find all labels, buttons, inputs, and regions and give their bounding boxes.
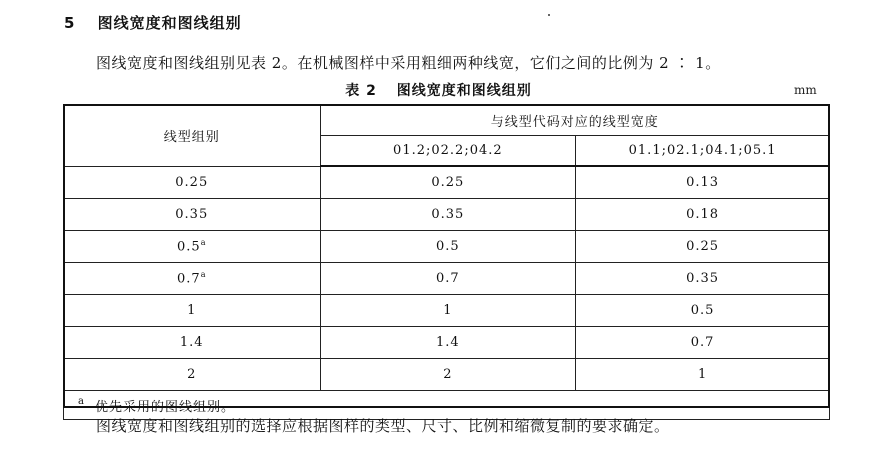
line-width-table bbox=[63, 104, 830, 420]
cell-thick-width: 2 bbox=[320, 359, 576, 391]
table-row bbox=[64, 263, 830, 295]
closing-paragraph: 图线宽度和图线组别的选择应根据图样的类型、尺寸、比例和缩微复制的要求确定。 bbox=[96, 417, 670, 435]
table-row bbox=[64, 327, 830, 359]
col-header-group: 线型组别 bbox=[64, 105, 321, 167]
preferred-mark: a bbox=[200, 238, 207, 248]
cell-thick-width: 0.25 bbox=[320, 166, 576, 199]
subheader-thin: 01.1;02.1;04.1;05.1 bbox=[576, 136, 830, 167]
cell-group: 2 bbox=[64, 359, 321, 391]
cell-group: 0.5$^a$ bbox=[64, 231, 321, 263]
table-row bbox=[64, 359, 830, 391]
col-header-widths: 与线型代码对应的线型宽度 bbox=[320, 105, 829, 136]
table-row bbox=[64, 199, 830, 231]
footnote-mark: a bbox=[78, 395, 85, 407]
cell-thin-width: 0.7 bbox=[576, 327, 830, 359]
cell-thick-width: 0.35 bbox=[320, 199, 576, 231]
unit-label: mm bbox=[794, 83, 817, 97]
section-heading bbox=[64, 12, 242, 33]
table-number: 表 2 bbox=[345, 83, 377, 99]
table-row bbox=[64, 295, 830, 327]
cell-thin-width: 0.5 bbox=[576, 295, 830, 327]
table-title: 图线宽度和图线组别 bbox=[396, 83, 532, 99]
cell-thin-width: 0.18 bbox=[576, 199, 830, 231]
cell-group: 1 bbox=[64, 295, 321, 327]
subheader-thick: 01.2;02.2;04.2 bbox=[320, 136, 576, 167]
cell-group: 0.35 bbox=[64, 199, 321, 231]
cell-thick-width: 1 bbox=[320, 295, 576, 327]
scan-speck bbox=[548, 14, 550, 16]
section-title: 图线宽度和图线组别 bbox=[97, 14, 242, 32]
cell-thick-width: 0.7 bbox=[320, 263, 576, 295]
cell-group: 0.25 bbox=[64, 166, 321, 199]
footnote-text: 优先采用的图线组别。 bbox=[94, 399, 235, 415]
cell-group: 1.4 bbox=[64, 327, 321, 359]
cell-thick-width: 0.5 bbox=[320, 231, 576, 263]
section-number: 5 bbox=[64, 14, 76, 32]
cell-group: 0.7$^a$ bbox=[64, 263, 321, 295]
cell-thick-width: 1.4 bbox=[320, 327, 576, 359]
cell-thin-width: 1 bbox=[576, 359, 830, 391]
intro-paragraph: 图线宽度和图线组别见表 2。在机械图样中采用粗细两种线宽，它们之间的比例为 2 ∶ 1。 bbox=[96, 54, 721, 72]
table-row bbox=[64, 231, 830, 263]
table-caption bbox=[0, 80, 877, 100]
cell-thin-width: 0.13 bbox=[576, 166, 830, 199]
cell-thin-width: 0.25 bbox=[576, 231, 830, 263]
header-row-1 bbox=[64, 105, 830, 136]
cell-thin-width: 0.35 bbox=[576, 263, 830, 295]
preferred-mark: a bbox=[200, 270, 207, 280]
table-row bbox=[64, 166, 830, 199]
